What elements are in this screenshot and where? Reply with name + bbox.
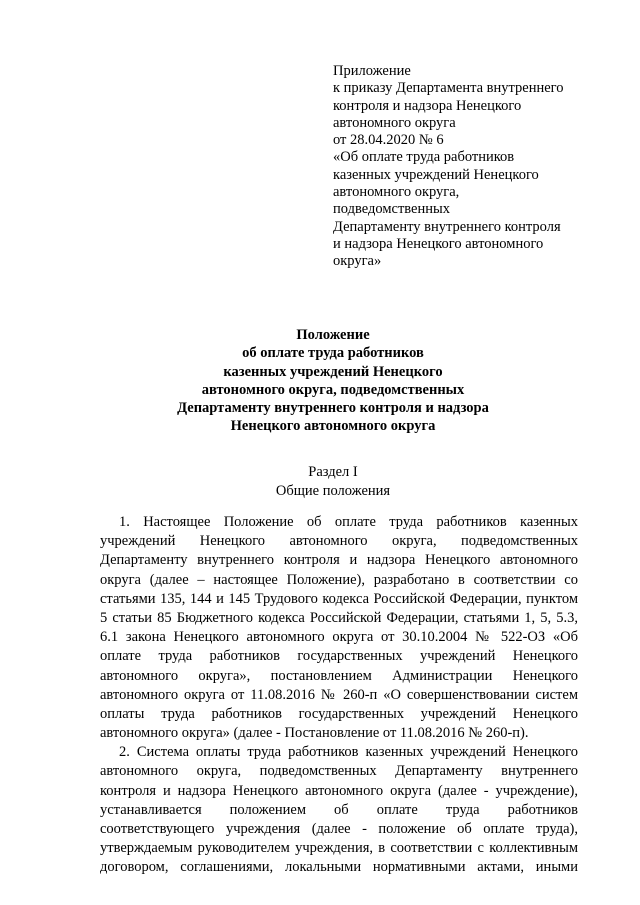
appendix-line: казенных учреждений Ненецкого	[333, 166, 539, 183]
appendix-line: подведомственных	[333, 201, 450, 218]
text-line: 6.1 закона Ненецкого автономного округа от 30.10.2004 № 522-ОЗ «Об	[100, 629, 578, 646]
text-line: округа (далее – настоящее Положение), разработано в соответствии со	[100, 571, 578, 588]
appendix-line: автономного округа	[333, 114, 456, 131]
appendix-line: от 28.04.2020 № 6	[333, 132, 444, 149]
appendix-line: контроля и надзора Ненецкого	[333, 97, 522, 114]
document-body	[100, 513, 578, 878]
appendix-line: Приложение	[333, 63, 411, 79]
text-line: 1. Настоящее Положение об оплате труда работников казенных	[119, 514, 578, 530]
appendix-block	[333, 63, 613, 271]
text-line: контроля и надзора Ненецкого автономного округа (далее - учреждение),	[100, 782, 578, 799]
text-line: договором, соглашениями, локальными нормативными актами, иными	[100, 859, 578, 876]
text-line: 2. Система оплаты труда работников казенных учреждений Ненецкого	[119, 744, 578, 761]
text-line: Департаменту внутреннего контроля и надзора Ненецкого автономного	[100, 552, 578, 569]
text-line: оплате труда работников государственных учреждений Ненецкого	[100, 648, 578, 665]
text-line: устанавливается положением об оплате труда работников	[100, 801, 578, 818]
text-line: статьями 135, 144 и 145 Трудового кодекса Российской Федерации, пунктом	[100, 590, 578, 607]
text-line: утверждаемым руководителем учреждения, в соответствии с коллективным	[100, 840, 578, 857]
section-heading	[100, 463, 566, 501]
title-line: Ненецкого автономного округа	[230, 418, 436, 435]
text-line: автономного округа от 11.08.2016 № 260-п «О совершенствовании систем	[100, 686, 578, 703]
appendix-line: Департаменту внутреннего контроля	[333, 218, 561, 235]
text-line: учреждений Ненецкого автономного округа, подведомственных	[100, 533, 578, 550]
appendix-line: и надзора Ненецкого автономного	[333, 235, 544, 252]
text-line: автономного округа», постановлением Администрации Ненецкого	[100, 667, 578, 684]
title-line: автономного округа, подведомственных	[201, 381, 465, 398]
section-name: Общие положения	[275, 483, 391, 499]
title-line: казенных учреждений Ненецкого	[223, 363, 443, 380]
paragraph-1	[100, 513, 578, 743]
text-line: автономного округа, подведомственных Департаменту внутреннего	[100, 763, 578, 780]
text-line: соответствующего учреждения (далее - положение об оплате труда),	[100, 821, 578, 837]
title-line: об оплате труда работников	[242, 345, 424, 362]
paragraph-2	[100, 743, 578, 877]
document-title	[100, 326, 566, 436]
appendix-line: к приказу Департамента внутреннего	[333, 80, 564, 97]
appendix-line: автономного округа,	[333, 184, 460, 201]
appendix-line: округа»	[333, 253, 382, 270]
text-line: 5 статьи 85 Бюджетного кодекса Российской Федерации, статьями 1, 5, 5.3,	[100, 609, 578, 626]
title-line: Положение	[296, 327, 370, 343]
text-line: автономного округа» (далее - Постановление от 11.08.2016 № 260-п).	[100, 725, 529, 742]
title-line: Департаменту внутреннего контроля и надзора	[177, 400, 489, 417]
section-number: Раздел I	[308, 464, 358, 480]
text-line: оплаты труда работников государственных учреждений Ненецкого	[100, 705, 578, 722]
appendix-line: «Об оплате труда работников	[333, 149, 515, 166]
